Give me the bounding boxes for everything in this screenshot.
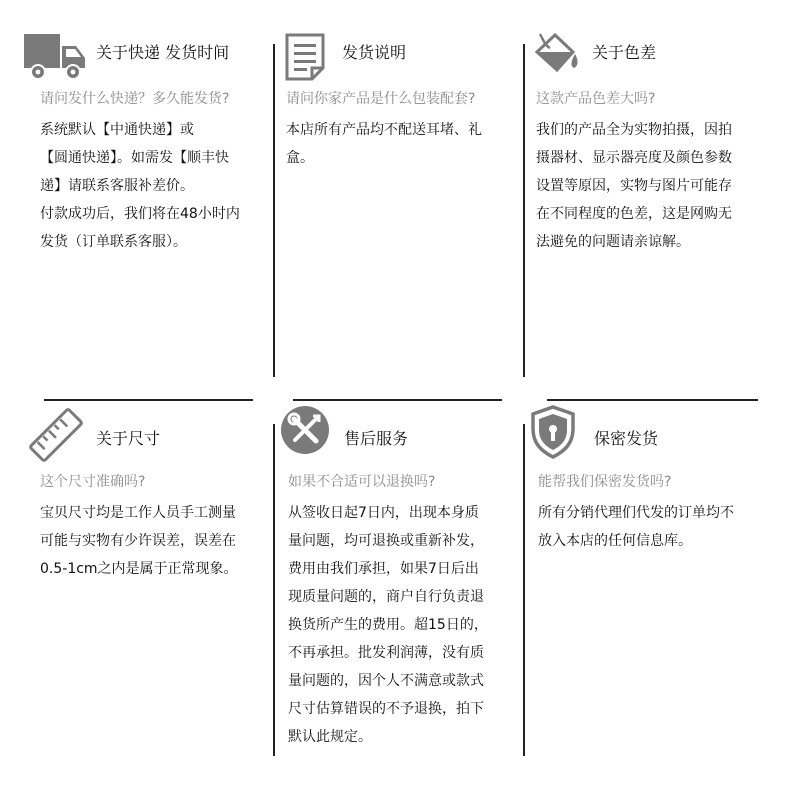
paint-bucket-icon — [534, 32, 580, 78]
answer-line: 0.5-1cm之内是属于正常现象。 — [40, 561, 238, 577]
card-title: 关于色差 — [592, 43, 657, 62]
card-question: 能帮我们保密发货吗? — [538, 474, 672, 490]
answer-line: 发货（订单联系客服）。 — [40, 234, 187, 250]
shield-icon — [530, 405, 576, 459]
answer-line: 尺寸估算错误的不予退换，拍下 — [288, 701, 484, 717]
card-header — [24, 32, 254, 82]
divider-horizontal-1 — [44, 399, 253, 401]
card-question: 这款产品色差大吗? — [536, 91, 656, 107]
divider-horizontal-2 — [293, 399, 502, 401]
card-answer — [536, 116, 776, 256]
faq-card-after-sales — [280, 405, 510, 745]
card-question: 如果不合适可以退换吗? — [288, 474, 436, 490]
card-header — [530, 405, 760, 465]
answer-line: 放入本店的任何信息库。 — [538, 533, 692, 549]
card-header — [284, 32, 514, 82]
answer-line: 量问题的，因个人不满意或款式 — [288, 673, 484, 689]
document-icon — [284, 32, 326, 82]
card-title: 发货说明 — [342, 43, 407, 62]
answer-line: 不再承担。批发利润薄，没有质 — [288, 645, 484, 661]
card-header — [280, 405, 510, 465]
answer-line: 付款成功后，我们将在48小时内 — [40, 206, 240, 222]
card-title: 售后服务 — [344, 429, 409, 448]
card-question: 请问你家产品是什么包装配套? — [286, 91, 476, 107]
card-header — [26, 405, 256, 465]
faq-card-confidential-shipping — [530, 405, 760, 549]
answer-line: 递】请联系客服补差价。 — [40, 178, 194, 194]
answer-line: 法避免的问题请亲谅解。 — [536, 234, 690, 250]
card-answer — [40, 499, 280, 583]
answer-line: 从签收日起7日内，出现本身质 — [288, 505, 479, 521]
answer-line: 我们的产品全为实物拍摄，因拍 — [536, 122, 732, 138]
card-header — [534, 32, 764, 82]
answer-line: 现质量问题的，商户自行负责退 — [288, 589, 484, 605]
answer-line: 所有分销代理们代发的订单均不 — [538, 505, 734, 521]
truck-icon — [24, 32, 86, 82]
answer-line: 本店所有产品均不配送耳堵、礼 — [286, 122, 482, 138]
faq-card-shipping — [24, 32, 254, 250]
answer-line: 宝贝尺寸均是工作人员手工测量 — [40, 505, 236, 521]
answer-line: 默认此规定。 — [288, 729, 372, 745]
faq-card-color-difference — [534, 32, 764, 250]
divider-vertical-2 — [523, 44, 525, 377]
answer-line: 换货所产生的费用。超15日的， — [288, 617, 488, 633]
answer-line: 在不同程度的色差，这是网购无 — [536, 206, 732, 222]
card-answer — [538, 499, 778, 555]
answer-line: 盒。 — [286, 150, 314, 166]
answer-line: 费用由我们承担，如果7日后出 — [288, 561, 479, 577]
answer-line: 系统默认【中通快递】或 — [40, 122, 194, 138]
card-question: 请问发什么快递？多久能发货? — [40, 91, 230, 107]
faq-card-size — [26, 405, 256, 577]
divider-vertical-3 — [273, 424, 275, 756]
answer-line: 摄器材、显示器亮度及颜色参数 — [536, 150, 732, 166]
tools-icon — [280, 405, 330, 455]
card-answer — [40, 116, 280, 256]
answer-line: 设置等原因，实物与图片可能存 — [536, 178, 732, 194]
faq-card-packaging — [284, 32, 514, 166]
divider-horizontal-3 — [547, 399, 758, 401]
card-title: 关于快递 发货时间 — [96, 43, 230, 62]
card-answer — [288, 499, 528, 751]
answer-line: 量问题，均可退换或重新补发， — [288, 533, 484, 549]
card-title: 关于尺寸 — [96, 429, 161, 448]
card-answer — [286, 116, 516, 172]
card-question: 这个尺寸准确吗? — [40, 474, 146, 490]
card-title: 保密发货 — [594, 429, 659, 448]
answer-line: 可能与实物有少许误差，误差在 — [40, 533, 236, 549]
answer-line: 【圆通快递】。如需发【顺丰快 — [40, 150, 229, 166]
ruler-icon — [26, 405, 86, 465]
